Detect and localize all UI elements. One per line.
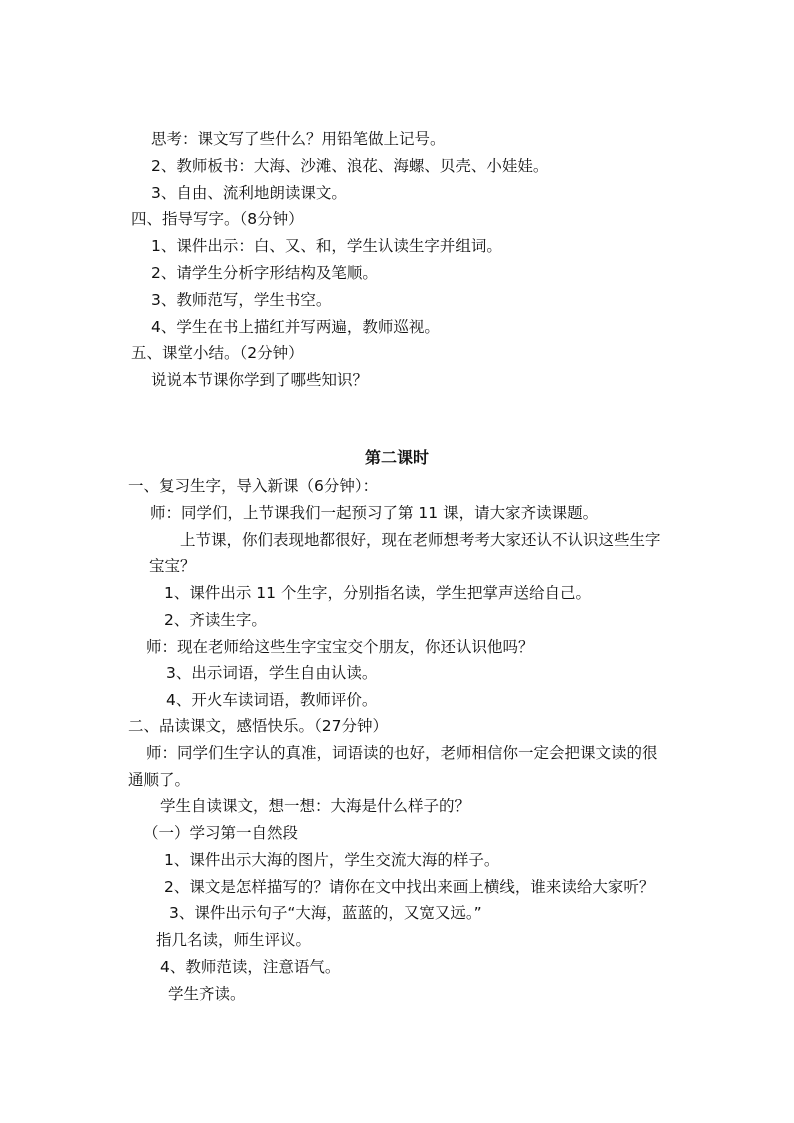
text-line: 学生齐读。 (168, 985, 246, 1003)
text-line: 3、自由、流利地朗读课文。 (151, 184, 347, 202)
text-line: 3、课件出示句子“大海，蓝蓝的，又宽又远。” (169, 904, 482, 922)
text-line: 1、课件出示：白、又、和，学生认读生字并组词。 (151, 237, 502, 255)
text-line: 3、出示词语，学生自由认读。 (166, 664, 378, 682)
section-heading: 二、品读课文，感悟快乐。（27分钟） (128, 717, 388, 735)
text-line: 4、教师范读，注意语气。 (160, 958, 341, 976)
section-title: 第二课时 (364, 448, 429, 467)
text-line: 上节课，你们表现地都很好，现在老师想考考大家还认不认识这些生字 (180, 531, 661, 549)
text-line: 学生自读课文，想一想：大海是什么样子的？ (160, 797, 471, 815)
text-line: 思考：课文写了些什么？用铅笔做上记号。 (151, 130, 446, 148)
section-heading: 一、复习生字，导入新课（6分钟）： (128, 477, 379, 495)
text-line: 2、教师板书：大海、沙滩、浪花、海螺、贝壳、小娃娃。 (151, 157, 549, 175)
subsection-heading: （一）学习第一自然段 (143, 824, 299, 842)
text-line: 通顺了。 (128, 771, 191, 789)
text-line: 4、开火车读词语，教师评价。 (166, 691, 378, 709)
section-heading: 五、课堂小结。（2分钟） (131, 344, 304, 362)
text-line: 师：同学们，上节课我们一起预习了第 11 课，请大家齐读课题。 (150, 504, 599, 522)
text-line: 3、教师范写，学生书空。 (151, 291, 332, 309)
text-line: 2、齐读生字。 (164, 611, 267, 629)
text-line: 师：现在老师给这些生字宝宝交个朋友，你还认识他吗？ (146, 638, 534, 656)
text-line: 师：同学们生字认的真准，词语读的也好，老师相信你一定会把课文读的很 (146, 744, 658, 762)
text-line: 说说本节课你学到了哪些知识？ (151, 371, 369, 389)
text-line: 1、课件出示 11 个生字，分别指名读，学生把掌声送给自己。 (164, 584, 591, 602)
section-heading: 四、指导写字。（8分钟） (131, 210, 304, 228)
text-line: 2、课文是怎样描写的？请你在文中找出来画上横线，谁来读给大家听？ (164, 878, 655, 896)
text-line: 1、课件出示大海的图片，学生交流大海的样子。 (164, 851, 500, 869)
text-line: 宝宝？ (149, 557, 196, 575)
text-line: 4、学生在书上描红并写两遍，教师巡视。 (151, 318, 440, 336)
text-line: 指几名读，师生评议。 (156, 931, 312, 949)
text-line: 2、请学生分析字形结构及笔顺。 (151, 264, 378, 282)
